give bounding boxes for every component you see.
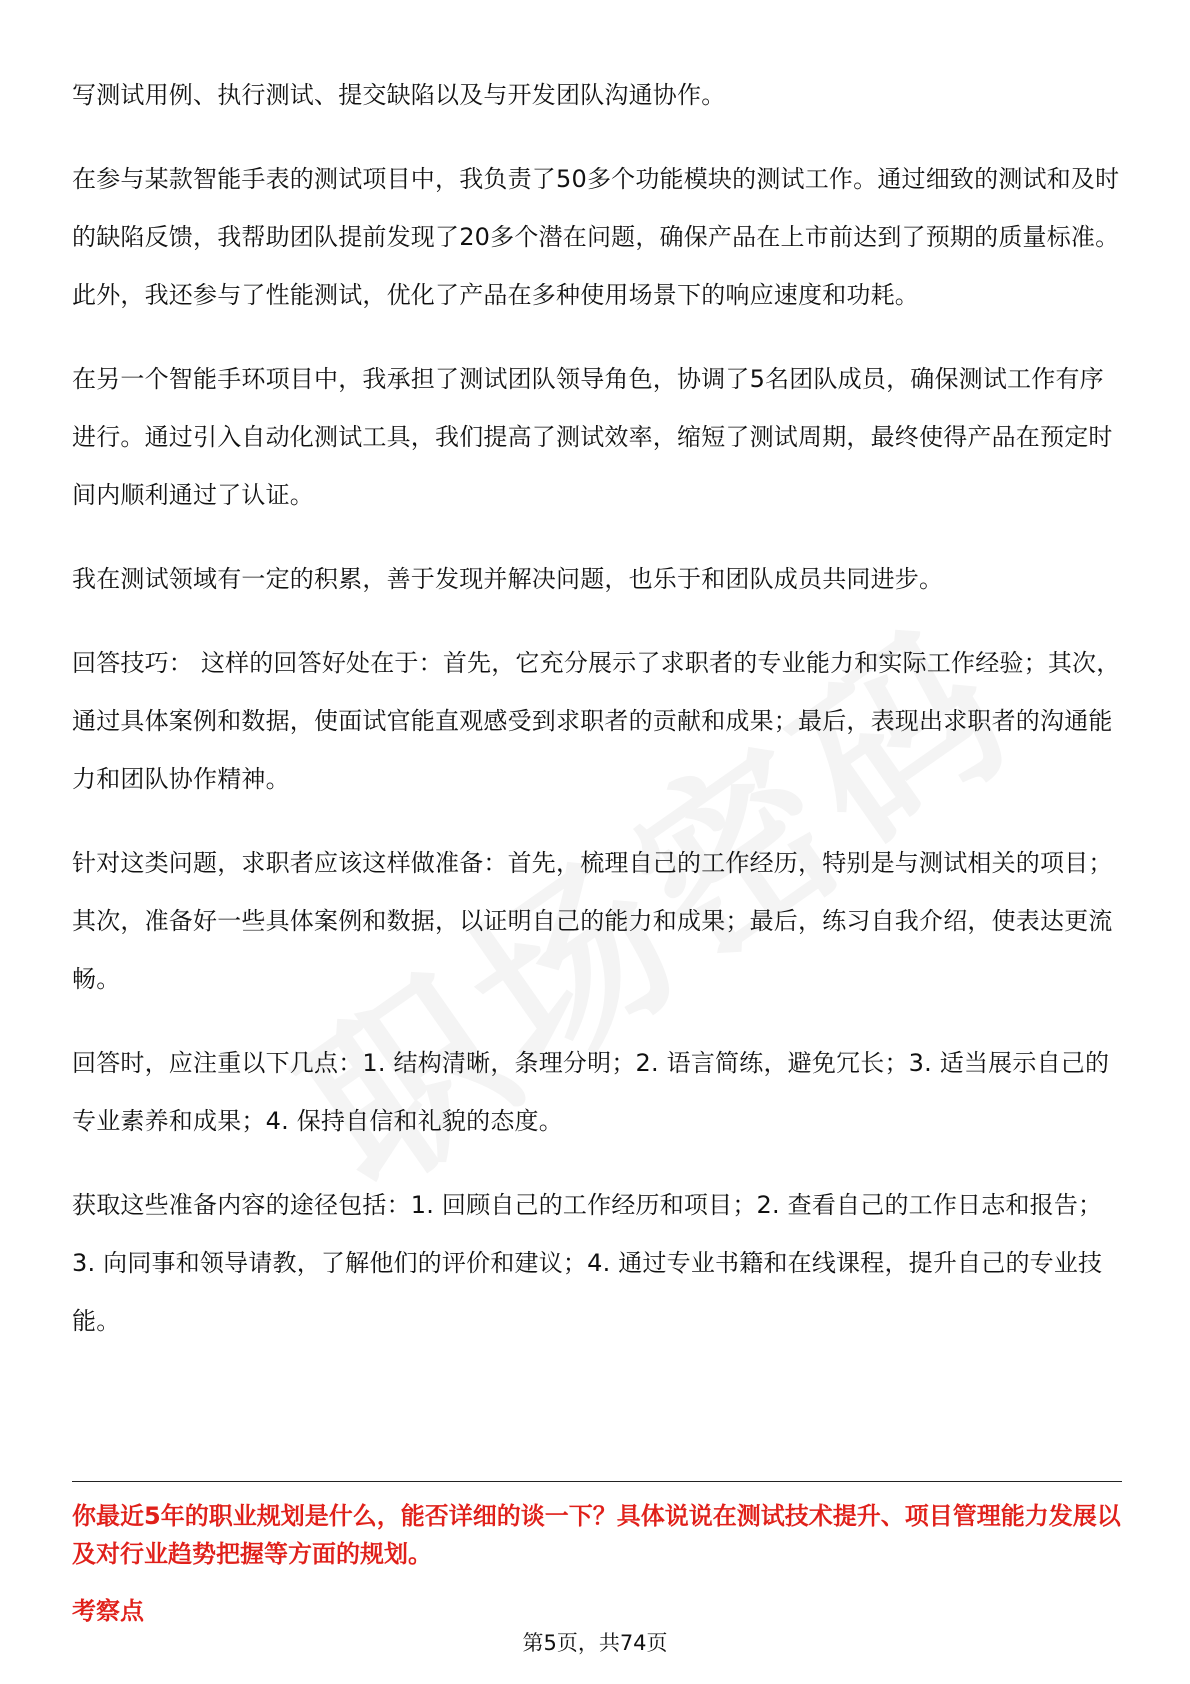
paragraph-8: 获取这些准备内容的途径包括：1. 回顾自己的工作经历和项目；2. 查看自己的工作日志和报告；3. 向同事和领导请教，了解他们的评价和建议；4. 通过专业书籍和在线课程，提升自己的专业技能。 [72, 1191, 1103, 1335]
paragraph-7: 回答时，应注重以下几点：1. 结构清晰，条理分明；2. 语言简练，避免冗长；3. 适当展示自己的专业素养和成果；4. 保持自信和礼貌的态度。 [72, 1049, 1110, 1135]
interview-question: 你最近5年的职业规划是什么，能否详细的谈一下？具体说说在测试技术提升、项目管理能力发展以及对行业趋势把握等方面的规划。 [72, 1502, 1121, 1568]
paragraph-6: 针对这类问题，求职者应该这样做准备：首先，梳理自己的工作经历，特别是与测试相关的项目；其次，准备好一些具体案例和数据，以证明自己的能力和成果；最后，练习自我介绍，使表达更流畅。 [72, 849, 1113, 993]
paragraph-3: 在另一个智能手环项目中，我承担了测试团队领导角色，协调了5名团队成员，确保测试工作有序进行。通过引入自动化测试工具，我们提高了测试效率，缩短了测试周期，最终使得产品在预定时间内顺利通过了认证。 [72, 365, 1113, 509]
body-text [72, 66, 1122, 1376]
section-divider [72, 1481, 1122, 1482]
paragraph-1: 写测试用例、执行测试、提交缺陷以及与开发团队沟通协作。 [72, 81, 726, 109]
paragraph-2: 在参与某款智能手表的测试项目中，我负责了50多个功能模块的测试工作。通过细致的测试和及时的缺陷反馈，我帮助团队提前发现了20多个潜在问题，确保产品在上市前达到了预期的质量标准。此外，我还参与了性能测试，优化了产品在多种使用场景下的响应速度和功耗。 [72, 165, 1120, 309]
section-label: 考察点 [72, 1597, 144, 1625]
page-number: 第5页，共74页 [522, 1631, 668, 1655]
paragraph-5: 回答技巧： 这样的回答好处在于：首先，它充分展示了求职者的专业能力和实际工作经验；其次，通过具体案例和数据，使面试官能直观感受到求职者的贡献和成果；最后，表现出求职者的沟通能力和团队协作精神。 [72, 649, 1121, 793]
paragraph-4: 我在测试领域有一定的积累，善于发现并解决问题，也乐于和团队成员共同进步。 [72, 565, 944, 593]
